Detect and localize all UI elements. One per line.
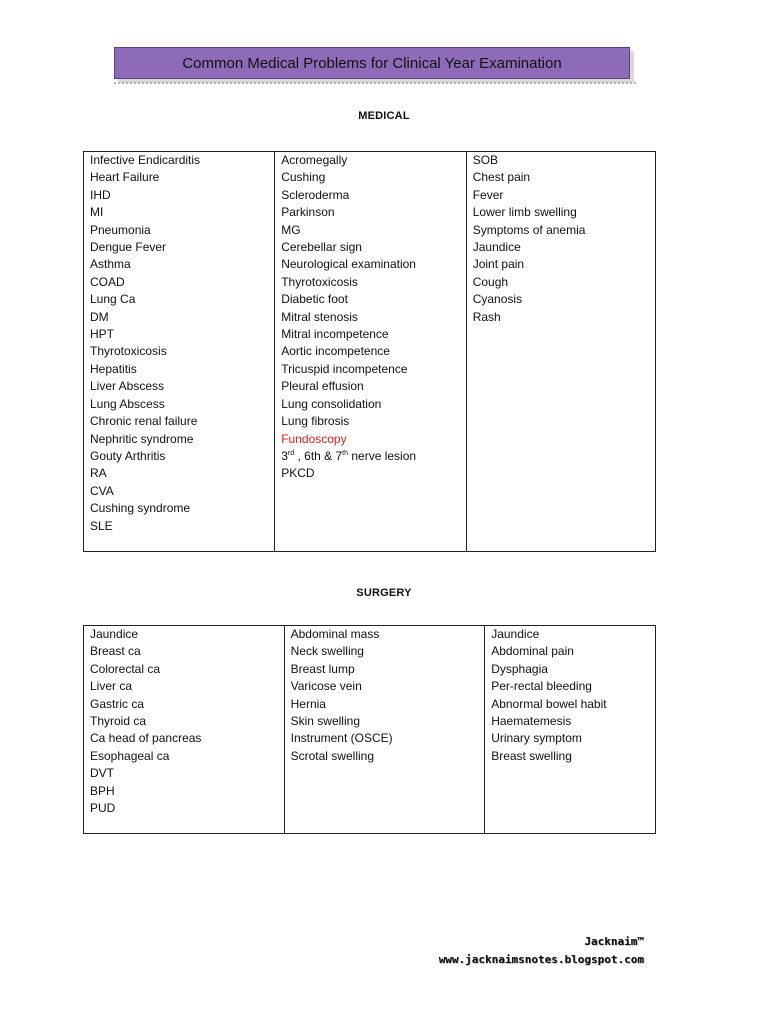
list-item: Lung fibrosis bbox=[281, 414, 350, 429]
surgery-col-2-list bbox=[291, 626, 479, 765]
list-item: Heart Failure bbox=[90, 170, 160, 185]
list-item: Gouty Arthritis bbox=[90, 448, 166, 463]
list-item: Jaundice bbox=[491, 627, 540, 641]
list-item: Rash bbox=[472, 309, 501, 324]
list-item: Acromegally bbox=[281, 153, 348, 167]
list-item: Gastric ca bbox=[90, 696, 145, 711]
surgery-col-2 bbox=[284, 626, 485, 834]
list-item-nerve-lesion bbox=[281, 448, 460, 465]
list-item: HPT bbox=[90, 327, 114, 342]
surgery-col-3-list bbox=[491, 626, 649, 765]
list-item: Colorectal ca bbox=[90, 661, 161, 676]
list-item: Breast lump bbox=[290, 661, 355, 676]
surgery-table bbox=[83, 625, 656, 834]
list-item: MG bbox=[281, 222, 301, 237]
list-item: COAD bbox=[90, 274, 125, 289]
surgery-col-1 bbox=[84, 626, 285, 834]
list-item: Cough bbox=[472, 274, 509, 289]
list-item: Abdominal mass bbox=[290, 627, 380, 641]
list-item: Cushing bbox=[281, 170, 326, 185]
list-item: Breast swelling bbox=[491, 748, 572, 763]
list-item: Abnormal bowel habit bbox=[491, 696, 607, 711]
list-item: Cerebellar sign bbox=[281, 240, 362, 255]
medical-col-2-extra bbox=[281, 431, 460, 483]
list-item: Asthma bbox=[90, 257, 131, 272]
list-item: Lung Ca bbox=[90, 292, 136, 307]
list-item: Liver ca bbox=[90, 679, 133, 694]
medical-col-2-list bbox=[281, 152, 460, 431]
medical-col-3-list bbox=[473, 152, 649, 326]
list-item: Chest pain bbox=[472, 170, 531, 185]
list-item: Haematemesis bbox=[491, 714, 572, 729]
list-item: Neurological examination bbox=[281, 257, 416, 272]
title-divider bbox=[114, 82, 636, 84]
nerve-part-c: nerve lesion bbox=[348, 448, 417, 463]
list-item: Varicose vein bbox=[290, 679, 362, 694]
medical-col-2 bbox=[275, 152, 467, 552]
list-item: Jaundice bbox=[90, 627, 139, 641]
list-item: DM bbox=[90, 309, 109, 324]
list-item: Urinary symptom bbox=[491, 731, 582, 746]
list-item: SOB bbox=[472, 153, 499, 167]
list-item: Esophageal ca bbox=[90, 748, 170, 763]
surgery-heading: SURGERY bbox=[356, 587, 412, 599]
list-item: Lung Abscess bbox=[90, 396, 165, 411]
medical-col-3 bbox=[466, 152, 655, 552]
nerve-part-b: , 6th & 7 bbox=[294, 448, 343, 463]
list-item: Dengue Fever bbox=[90, 240, 167, 255]
list-item: Aortic incompetence bbox=[281, 344, 390, 359]
list-item: Pneumonia bbox=[90, 222, 151, 237]
list-item: Scleroderma bbox=[281, 187, 350, 202]
list-item: Lower limb swelling bbox=[472, 205, 577, 220]
nerve-part-a: 3 bbox=[281, 448, 288, 463]
list-item: CVA bbox=[90, 483, 114, 498]
list-item: Breast ca bbox=[90, 644, 141, 659]
list-item: Ca head of pancreas bbox=[90, 731, 202, 746]
list-item: Infective Endicarditis bbox=[90, 153, 201, 167]
medical-col-1 bbox=[84, 152, 275, 552]
medical-col-1-list bbox=[90, 152, 268, 535]
list-item: DVT bbox=[90, 766, 114, 781]
list-item: Scrotal swelling bbox=[290, 748, 374, 763]
list-item: Dysphagia bbox=[491, 661, 548, 676]
signature-url: www.jacknaimsnotes.blogspot.com bbox=[438, 953, 644, 966]
list-item: Instrument (OSCE) bbox=[290, 731, 393, 746]
list-item: Abdominal pain bbox=[491, 644, 574, 659]
list-item: BPH bbox=[90, 783, 115, 798]
list-item: IHD bbox=[90, 187, 111, 202]
list-item: Neck swelling bbox=[290, 644, 364, 659]
medical-heading: MEDICAL bbox=[358, 110, 410, 122]
list-item: Hernia bbox=[290, 696, 326, 711]
nerve-sup-b: th bbox=[342, 449, 349, 457]
list-item: Skin swelling bbox=[290, 714, 360, 729]
list-item: Cushing syndrome bbox=[90, 501, 191, 516]
list-item: Jaundice bbox=[472, 240, 521, 255]
list-item-highlight: Fundoscopy bbox=[281, 431, 347, 446]
medical-table bbox=[83, 151, 656, 552]
nerve-sup-a: rd bbox=[287, 449, 295, 457]
document-title: Common Medical Problems for Clinical Year Examination bbox=[114, 47, 630, 79]
list-item: Chronic renal failure bbox=[90, 414, 198, 429]
list-item: Diabetic foot bbox=[281, 292, 348, 307]
list-item: Joint pain bbox=[472, 257, 525, 272]
list-item: Parkinson bbox=[281, 205, 335, 220]
list-item: Lung consolidation bbox=[281, 396, 382, 411]
list-item: Liver Abscess bbox=[90, 379, 165, 394]
list-item: Fever bbox=[472, 187, 504, 202]
list-item: Pleural effusion bbox=[281, 379, 364, 394]
list-item: SLE bbox=[90, 518, 113, 533]
list-item: RA bbox=[90, 466, 107, 481]
signature-name: Jacknaim™ bbox=[584, 935, 644, 948]
list-item: Cyanosis bbox=[472, 292, 523, 307]
list-item: Mitral incompetence bbox=[281, 327, 389, 342]
surgery-col-3 bbox=[485, 626, 656, 834]
title-banner bbox=[114, 47, 636, 83]
list-item: PKCD bbox=[281, 466, 315, 481]
list-item: Hepatitis bbox=[90, 361, 137, 376]
list-item: Per-rectal bleeding bbox=[491, 679, 592, 694]
list-item: Tricuspid incompetence bbox=[281, 361, 408, 376]
list-item: Thyroid ca bbox=[90, 714, 147, 729]
list-item: Thyrotoxicosis bbox=[90, 344, 167, 359]
list-item: Nephritic syndrome bbox=[90, 431, 194, 446]
surgery-col-1-list bbox=[90, 626, 278, 817]
list-item: Mitral stenosis bbox=[281, 309, 358, 324]
list-item: Thyrotoxicosis bbox=[281, 274, 358, 289]
list-item: MI bbox=[90, 205, 104, 220]
list-item: PUD bbox=[90, 801, 116, 816]
list-item: Symptoms of anemia bbox=[472, 222, 586, 237]
